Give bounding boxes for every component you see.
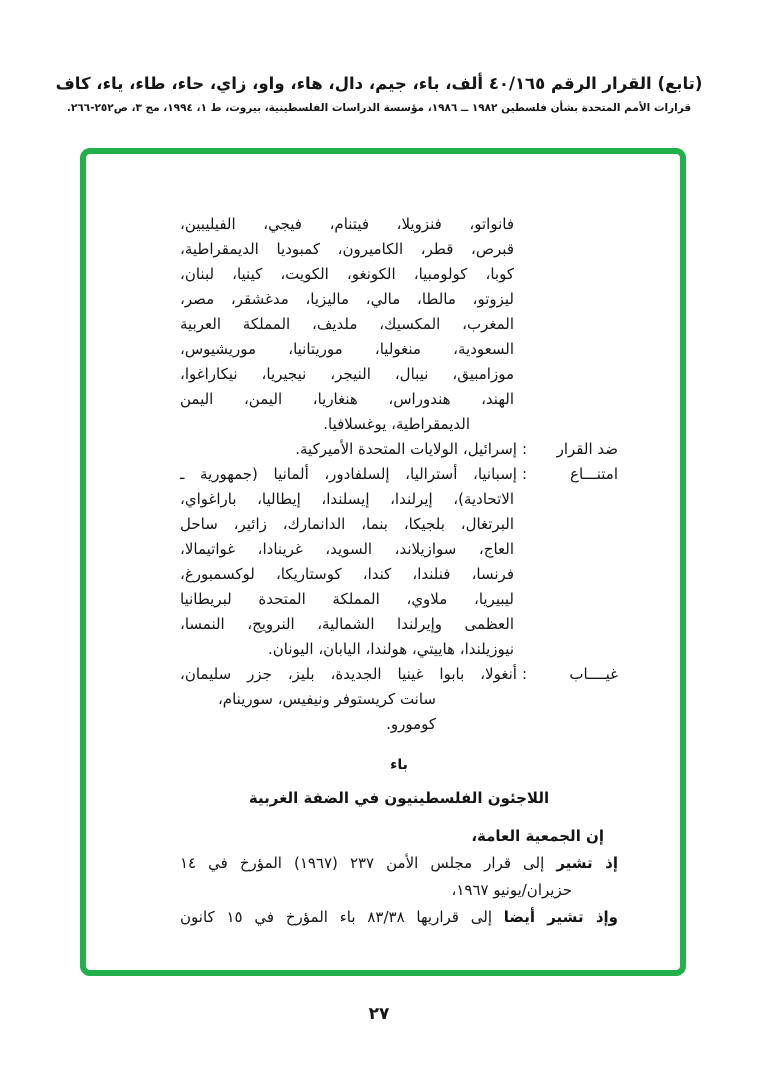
part-letter: باء: [390, 757, 408, 773]
body-text-line: إذ تشير إلى قرار مجلس الأمن ٢٣٧ (١٩٦٧) المؤرخ في ١٤: [180, 854, 618, 872]
body-text-line: وإذ تشير أيضا إلى قراريها ٨٣/٣٨ باء المؤرخ في ١٥ كانون: [180, 908, 618, 926]
green-content-frame: [80, 148, 686, 976]
vote-in-favor-country-list: [180, 212, 514, 437]
vote-section-label: امتنـــاع: [570, 465, 618, 483]
vote-sections: [180, 437, 618, 737]
country-list-line: الديمقراطية، يوغسلافيا.: [323, 415, 470, 433]
lead-in-emphasis: إن الجمعية العامة،: [471, 827, 604, 845]
country-list-line: سانت كريستوفر ونيفيس، سورينام، كومورو.: [217, 690, 436, 733]
country-list-line: كوبا، كولومبيا، الكونغو، الكويت، كينيا، لبنان،: [180, 265, 514, 283]
body-text-line: حزيران/يونيو ١٩٦٧،: [451, 881, 572, 899]
vote-section-row: [180, 462, 618, 487]
vote-section-label: ضد القرار: [556, 440, 618, 458]
vote-section-first-line: أنغولا، بابوا غينيا الجديدة، بليز، جزر سليمان،: [180, 665, 517, 683]
vote-section-label: غيــــاب: [569, 665, 618, 683]
resolution-body-text: [180, 823, 618, 931]
body-text-line: [180, 823, 618, 850]
country-list-line: نيوزيلندا، هاييتي، هولندا، اليابان، اليونان.: [268, 640, 514, 658]
page-header: [0, 72, 758, 116]
country-list-line: البرتغال، بلجيكا، بنما، الدانمارك، زائير، ساحل: [180, 515, 514, 533]
label-colon: :: [521, 465, 527, 483]
part-title: اللاجئون الفلسطينيون في الضفة الغربية: [248, 789, 550, 807]
vote-section-row: [180, 662, 618, 687]
country-list-line: ليبيريا، ملاوي، المملكة المتحدة لبريطانيا: [180, 590, 514, 608]
label-colon: :: [521, 440, 527, 458]
label-colon: :: [521, 665, 527, 683]
page-number: ٢٧: [368, 1004, 390, 1024]
country-list-line: العاج، سوازيلاند، السويد، غرينادا، غواتيمالا،: [180, 540, 514, 558]
lead-in-emphasis: إذ تشير: [556, 854, 618, 872]
vote-section-first-line: إسبانيا، أستراليا، إلسلفادور، ألمانيا (جمهورية ـ: [180, 465, 517, 483]
vote-section-row: [180, 437, 618, 462]
running-head-resolution-title: (تابع) القرار الرقم ٤٠/١٦٥ ألف، باء، جيم، دال، هاء، واو، زاي، حاء، طاء، ياء، كاف: [55, 74, 703, 93]
country-list-line: فانواتو، فنزويلا، فيتنام، فيجي، الفيليبين،: [180, 215, 514, 233]
country-list-line: السعودية، منغوليا، موريتانيا، موريشيوس،: [180, 340, 514, 358]
country-list-line: ليزوتو، مالطا، مالي، ماليزيا، مدغشقر، مصر،: [180, 290, 514, 308]
country-list-line: موزامبيق، نيبال، النيجر، نيجيريا، نيكاراغوا،: [180, 365, 514, 383]
country-list-line: المغرب، المكسيك، ملديف، المملكة العربية: [180, 315, 514, 333]
vote-section-first-line: إسرائيل، الولايات المتحدة الأميركية.: [295, 440, 517, 458]
country-list-line: قبرص، قطر، الكاميرون، كمبوديا الديمقراطية،: [180, 240, 514, 258]
lead-in-emphasis: وإذ تشير أيضا: [503, 908, 618, 926]
country-list-line: الهند، هندوراس، هنغاريا، اليمن، اليمن: [180, 390, 514, 408]
vote-section-continuation: [180, 687, 514, 737]
country-list-line: فرنسا، فنلندا، كندا، كوستاريكا، لوكسمبورغ،: [180, 565, 514, 583]
running-head-source-citation: قرارات الأمم المتحدة بشأن فلسطين ١٩٨٢ ــ ١٩٨٦، مؤسسة الدراسات الفلسطينية، بيروت، ط ١، ١٩٩٤، مج ٣، ص٢٥٢-٢٦٦.: [66, 102, 692, 114]
vote-section-continuation: [180, 487, 514, 662]
country-list-line: العظمى وإيرلندا الشمالية، النرويج، النمسا،: [180, 615, 514, 633]
country-list-line: الاتحادية)، إيرلندا، إيسلندا، إيطاليا، باراغواي،: [180, 490, 514, 508]
